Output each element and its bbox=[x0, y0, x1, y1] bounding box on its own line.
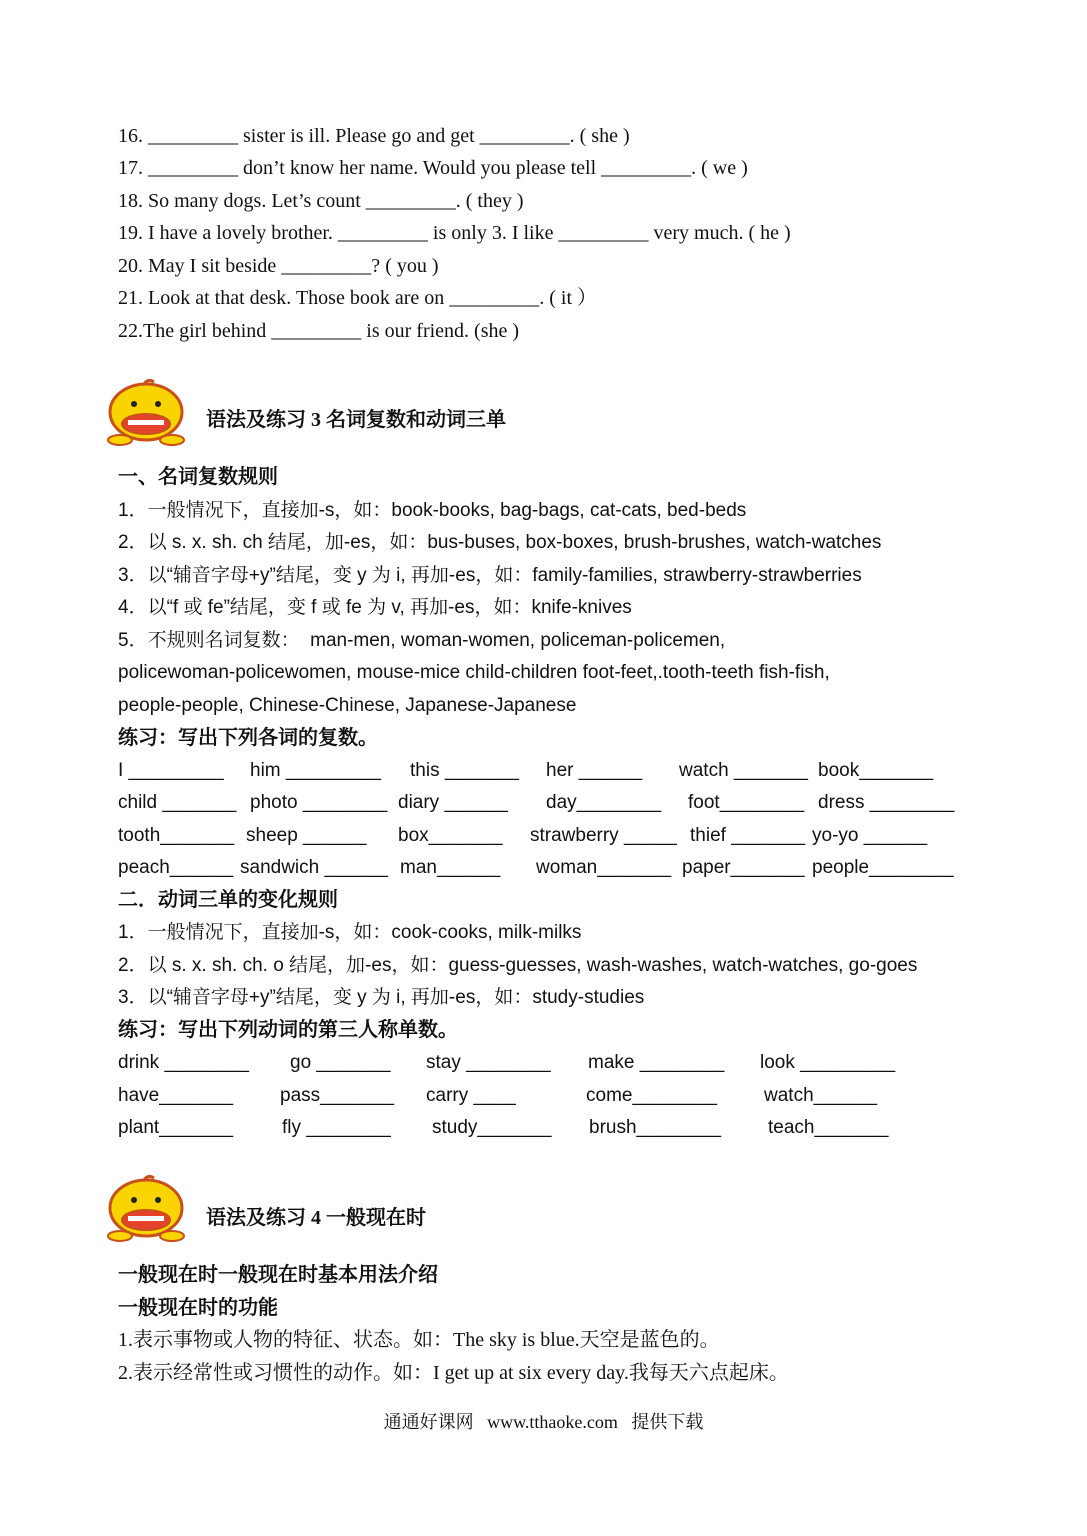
verb-blank: go _______ bbox=[290, 1052, 391, 1073]
rule-line: 4．以“f 或 fe”结尾，变 f 或 fe 为 v, 再加-es，如：knife-knives bbox=[118, 597, 632, 618]
verb-rule-line: 1．一般情况下，直接加-s，如：cook-cooks, milk-milks bbox=[118, 922, 582, 943]
noun-blank: her ______ bbox=[546, 760, 643, 781]
noun-blank: woman_______ bbox=[536, 857, 672, 878]
noun-blank: this _______ bbox=[410, 760, 519, 781]
verb-blank: plant_______ bbox=[118, 1117, 234, 1138]
noun-blank: thief _______ bbox=[690, 825, 806, 846]
noun-blank: sandwich ______ bbox=[240, 857, 388, 878]
section-subheading: 一般现在时的功能 bbox=[118, 1297, 278, 1319]
verb-rule-line: 3．以“辅音字母+y”结尾，变 y 为 i, 再加-es，如：study-studies bbox=[118, 987, 645, 1008]
noun-blank: I _________ bbox=[118, 760, 224, 781]
verb-rule-line: 2．以 s. x. sh. ch. o 结尾，加-es，如：guess-guesses, wash-washes, watch-watches, go-goes bbox=[118, 955, 918, 976]
noun-blank: dress ________ bbox=[818, 792, 955, 813]
rule-line: policewoman-policewomen, mouse-mice child-children foot-feet,.tooth-teeth fish-fish, bbox=[118, 662, 830, 683]
rule-line: 3．以“辅音字母+y”结尾，变 y 为 i, 再加-es，如：family-families, strawberry-strawberries bbox=[118, 565, 862, 586]
noun-blank: people________ bbox=[812, 857, 954, 878]
verb-blank: fly ________ bbox=[282, 1117, 391, 1138]
noun-blank: tooth_______ bbox=[118, 825, 235, 846]
exercise-line: 22.The girl behind _________ is our friend. (she ) bbox=[118, 320, 520, 342]
exercise-line: 17. _________ don’t know her name. Would you please tell _________. ( we ) bbox=[118, 157, 748, 179]
noun-blank: strawberry _____ bbox=[530, 825, 677, 846]
verb-rules-heading: 二．动词三单的变化规则 bbox=[118, 889, 338, 911]
noun-blank: paper_______ bbox=[682, 857, 805, 878]
exercise-line: 18. So many dogs. Let’s count _________. ( they ) bbox=[118, 190, 524, 212]
verb-blank: carry ____ bbox=[426, 1085, 516, 1106]
noun-blank: sheep ______ bbox=[246, 825, 367, 846]
duck-mascot-icon bbox=[100, 1174, 188, 1244]
noun-blank: him _________ bbox=[250, 760, 381, 781]
usage-line: 2.表示经常性或习惯性的动作。如：I get up at six every day.我每天六点起床。 bbox=[118, 1362, 789, 1384]
exercise-heading: 练习：写出下列各词的复数。 bbox=[118, 727, 378, 749]
exercise-line: 19. I have a lovely brother. _________ is only 3. I like _________ very much. ( he ) bbox=[118, 222, 791, 244]
noun-blank: photo ________ bbox=[250, 792, 388, 813]
rule-line: 2．以 s. x. sh. ch 结尾，加-es，如：bus-buses, box-boxes, brush-brushes, watch-watches bbox=[118, 532, 882, 553]
rule-line: 1．一般情况下，直接加-s，如：book-books, bag-bags, cat-cats, bed-beds bbox=[118, 500, 747, 521]
noun-blank: foot________ bbox=[688, 792, 805, 813]
exercise-line: 16. _________ sister is ill. Please go and get _________. ( she ) bbox=[118, 125, 630, 147]
noun-blank: peach______ bbox=[118, 857, 234, 878]
verb-blank: pass_______ bbox=[280, 1085, 395, 1106]
verb-blank: come________ bbox=[586, 1085, 717, 1106]
verb-blank: brush________ bbox=[589, 1117, 722, 1138]
verb-blank: make ________ bbox=[588, 1052, 725, 1073]
verb-blank: stay ________ bbox=[426, 1052, 551, 1073]
section-title: 语法及练习 4 一般现在时 bbox=[206, 1207, 426, 1229]
verb-blank: study_______ bbox=[432, 1117, 552, 1138]
verb-blank: look _________ bbox=[760, 1052, 896, 1073]
usage-line: 1.表示事物或人物的特征、状态。如：The sky is blue.天空是蓝色的。 bbox=[118, 1329, 720, 1351]
noun-blank: diary ______ bbox=[398, 792, 508, 813]
verb-exercise-heading: 练习：写出下列动词的第三人称单数。 bbox=[118, 1019, 458, 1041]
noun-blank: watch _______ bbox=[679, 760, 808, 781]
section-title: 语法及练习 3 名词复数和动词三单 bbox=[206, 409, 506, 431]
rules-heading: 一、名词复数规则 bbox=[118, 466, 278, 488]
verb-blank: have_______ bbox=[118, 1085, 234, 1106]
exercise-line: 21. Look at that desk. Those book are on _________. ( it ） bbox=[118, 287, 598, 309]
section-heading: 一般现在时一般现在时基本用法介绍 bbox=[118, 1264, 438, 1286]
exercise-line: 20. May I sit beside _________? ( you ) bbox=[118, 255, 439, 277]
noun-blank: man______ bbox=[400, 857, 501, 878]
rule-line: 5．不规则名词复数： man-men, woman-women, policeman-policemen, bbox=[118, 630, 726, 651]
noun-blank: day________ bbox=[546, 792, 662, 813]
noun-blank: book_______ bbox=[818, 760, 934, 781]
verb-blank: teach_______ bbox=[768, 1117, 889, 1138]
noun-blank: box_______ bbox=[398, 825, 503, 846]
duck-mascot-icon bbox=[100, 378, 188, 448]
verb-blank: drink ________ bbox=[118, 1052, 249, 1073]
rule-line: people-people, Chinese-Chinese, Japanese-Japanese bbox=[118, 695, 577, 716]
page-footer: 通通好课网 www.tthaoke.com 提供下载 bbox=[383, 1412, 704, 1432]
verb-blank: watch______ bbox=[764, 1085, 878, 1106]
noun-blank: child _______ bbox=[118, 792, 237, 813]
noun-blank: yo-yo ______ bbox=[812, 825, 928, 846]
